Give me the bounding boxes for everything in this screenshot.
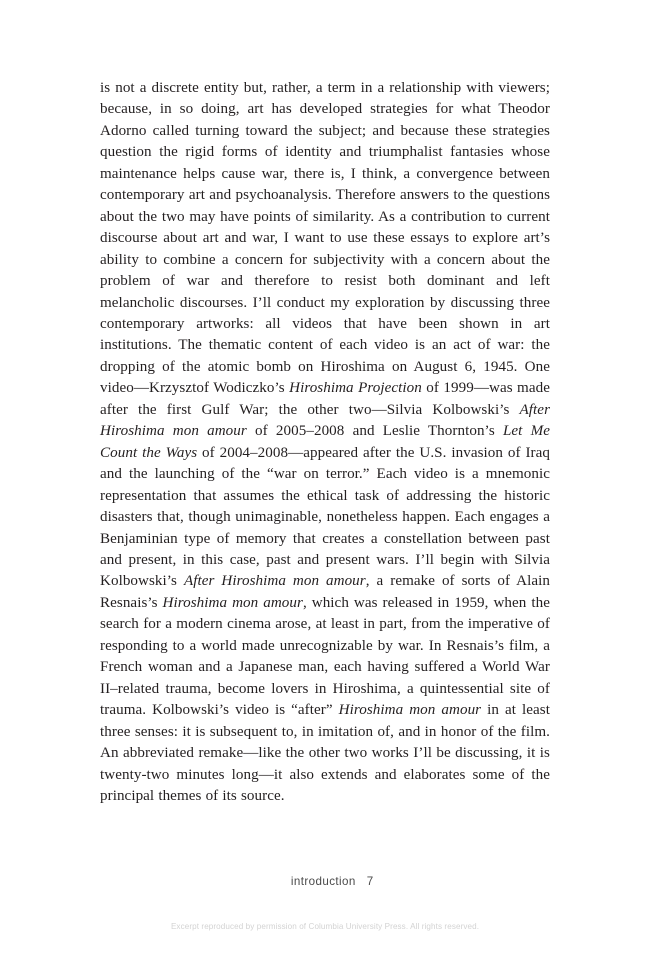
italic-title: Hiroshima mon amour bbox=[338, 702, 482, 719]
page-number: 7 bbox=[366, 875, 374, 888]
body-text-run: of 2005–2008 and Leslie Thornton’s bbox=[246, 423, 503, 440]
italic-title: After Hiroshima mon amour bbox=[183, 573, 366, 590]
running-foot-label: introduction bbox=[290, 875, 356, 888]
italic-title: Hiroshima mon amour bbox=[162, 594, 303, 611]
body-text-run: in at least three senses: it is subsequent to, in imitation of, and in honor of the film. An abbreviated remake—like the other two works I’ll be discussing, it is twenty-two minutes long—it also extends and elaborates some of the principal themes of its source. bbox=[100, 702, 550, 804]
italic-title: Let Me Count the Ways bbox=[100, 423, 551, 461]
body-text-run: of 1999—was made after the first Gulf War; the other two—Silvia Kolbowski’s bbox=[100, 380, 550, 418]
italic-title: After Hiroshima mon amour bbox=[100, 401, 550, 440]
body-paragraph bbox=[100, 78, 550, 807]
body-text-run: is not a discrete entity but, rather, a term in a relationship with viewers; because, in so doing, art has developed strategies for what Theodor Adorno called turning toward the subject; and because these strategies question the rigid forms of identity and triumphalist fantasies whose maintenance helps cause war, there is, I think, a convergence between contemporary art and psychoanalysis. Therefore answers to the questions about the two may have points of similarity. As a contribution to current discourse about art and war, I want to use these essays to explore art’s ability to combine a concern for subjectivity with a concern about the problem of war and therefore to resist both dominant and left melancholic discourses. I’ll conduct my exploration by discussing three contemporary artworks: all videos that have been shown in art institutions. The thematic content of each video is an act of war: the dropping of the atomic bomb on Hiroshima on August 6, 1945. One video—Krzysztof Wodiczko’s bbox=[100, 80, 550, 397]
italic-title: Hiroshima Projection bbox=[289, 380, 422, 397]
page-text-block bbox=[100, 78, 550, 807]
running-foot bbox=[0, 862, 650, 901]
permission-notice: Excerpt reproduced by permission of Columbia University Press. All rights reserved. bbox=[170, 922, 480, 931]
body-text-run: of 2004–2008—appeared after the U.S. invasion of Iraq and the launching of the “war on terror.” Each video is a mnemonic representation that assumes the ethical task of addressing the historic disasters that, though unimaginable, nonetheless happen. Each engages a Benjaminian type of memory that creates a constellation between past and present, in this case, past and present wars. I’ll begin with Silvia Kolbowski’s bbox=[100, 444, 550, 590]
body-text-run: , which was released in 1959, when the search for a modern cinema arose, at least in part, from the imperative of responding to a world made unrecognizable by war. In Resnais’s film, a French woman and a Japanese man, each having suffered a World War II–related trauma, become lovers in Hiroshima, a quintessential site of trauma. Kolbowski’s video is “after” bbox=[100, 594, 550, 719]
body-text-run: , a remake of sorts of Alain Resnais’s bbox=[100, 573, 551, 611]
